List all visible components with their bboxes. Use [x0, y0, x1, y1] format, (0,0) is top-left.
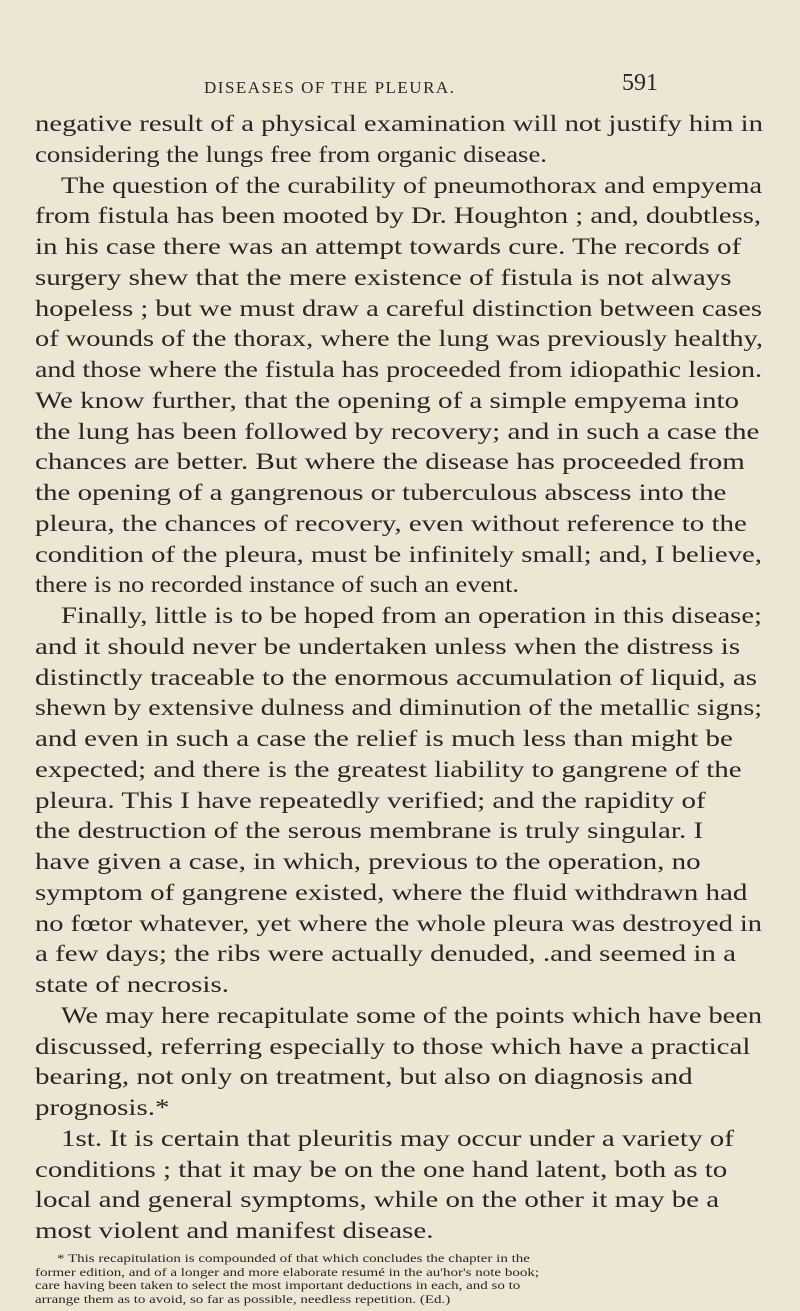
footnote-line: * This recapitulation is compounded of that which concludes the chapter in the [57, 1251, 530, 1265]
text-line: prognosis.* [35, 1095, 170, 1121]
text-line: 1st. It is certain that pleuritis may occur under a variety of [61, 1125, 734, 1152]
footnote-line: arrange them as to avoid, so far as possible, needless repetition. (Ed.) [35, 1291, 451, 1306]
text-line: expected; and there is the greatest liability to gangrene of the [35, 756, 742, 783]
text-line: We know further, that the opening of a simple empyema into [35, 387, 740, 414]
text-line: The question of the curability of pneumothorax and empyema [61, 172, 763, 199]
text-line: and even in such a case the relief is much less than might be [35, 726, 733, 752]
running-title: DISEASES OF THE PLEURA. [204, 78, 456, 97]
text-line: surgery shew that the mere existence of fistula is not always [35, 264, 732, 291]
text-line: of wounds of the thorax, where the lung was previously healthy, [35, 326, 763, 353]
text-line: negative result of a physical examination will not justify him in [35, 111, 763, 137]
text-line: symptom of gangrene existed, where the fluid withdrawn had [35, 879, 748, 906]
text-line: shewn by extensive dulness and diminution of the metallic signs; [35, 695, 763, 722]
text-line: the opening of a gangrenous or tuberculous abscess into the [35, 480, 727, 506]
text-line: in his case there was an attempt towards cure. The records of [35, 234, 742, 260]
text-line: most violent and manifest disease. [35, 1218, 434, 1244]
text-line: considering the lungs free from organic disease. [35, 141, 547, 168]
text-line: bearing, not only on treatment, but also on diagnosis and [35, 1064, 693, 1091]
text-line: chances are better. But where the disease has proceeded from [35, 449, 745, 476]
text-line: state of necrosis. [35, 972, 229, 998]
text-line: Finally, little is to be hoped from an operation in this disease; [61, 603, 762, 629]
text-line: condition of the pleura, must be infinitely small; and, I believe, [35, 541, 762, 568]
text-line: conditions ; that it may be on the one hand latent, both as to [35, 1156, 728, 1183]
text-line: and those where the fistula has proceeded from idiopathic lesion. [35, 357, 763, 383]
text-line: hopeless ; but we must draw a careful distinction between cases [35, 295, 763, 322]
footnote-line: former edition, and of a longer and more elaborate resumé in the au'hor's note book; [35, 1264, 540, 1279]
text-line: from fistula has been mooted by Dr. Houghton ; and, doubtless, [35, 203, 761, 230]
text-line: no fœtor whatever, yet where the whole pleura was destroyed in [35, 910, 763, 937]
text-line: local and general symptoms, while on the other it may be a [35, 1187, 720, 1214]
text-line: pleura, the chances of recovery, even without reference to the [35, 510, 747, 537]
text-line: the lung has been followed by recovery; and in such a case the [35, 418, 760, 445]
page-number: 591 [622, 70, 658, 96]
text-line: and it should never be undertaken unless when the distress is [35, 633, 741, 660]
running-head [0, 70, 800, 102]
text-line: We may here recapitulate some of the points which have been [61, 1002, 762, 1029]
text-line: a few days; the ribs were actually denuded, .and seemed in a [35, 941, 736, 968]
text-line: pleura. This I have repeatedly verified; and the rapidity of [35, 787, 706, 814]
text-line: have given a case, in which, previous to the operation, no [35, 849, 701, 875]
footnote-line: care having been taken to select the most important deductions in each, and so to [35, 1278, 521, 1292]
text-line: discussed, referring especially to those which have a practical [35, 1033, 751, 1060]
text-line: the destruction of the serous membrane is truly singular. I [35, 818, 704, 845]
text-line: there is no recorded instance of such an event. [35, 572, 519, 599]
text-line: distinctly traceable to the enormous accumulation of liquid, as [35, 664, 757, 691]
